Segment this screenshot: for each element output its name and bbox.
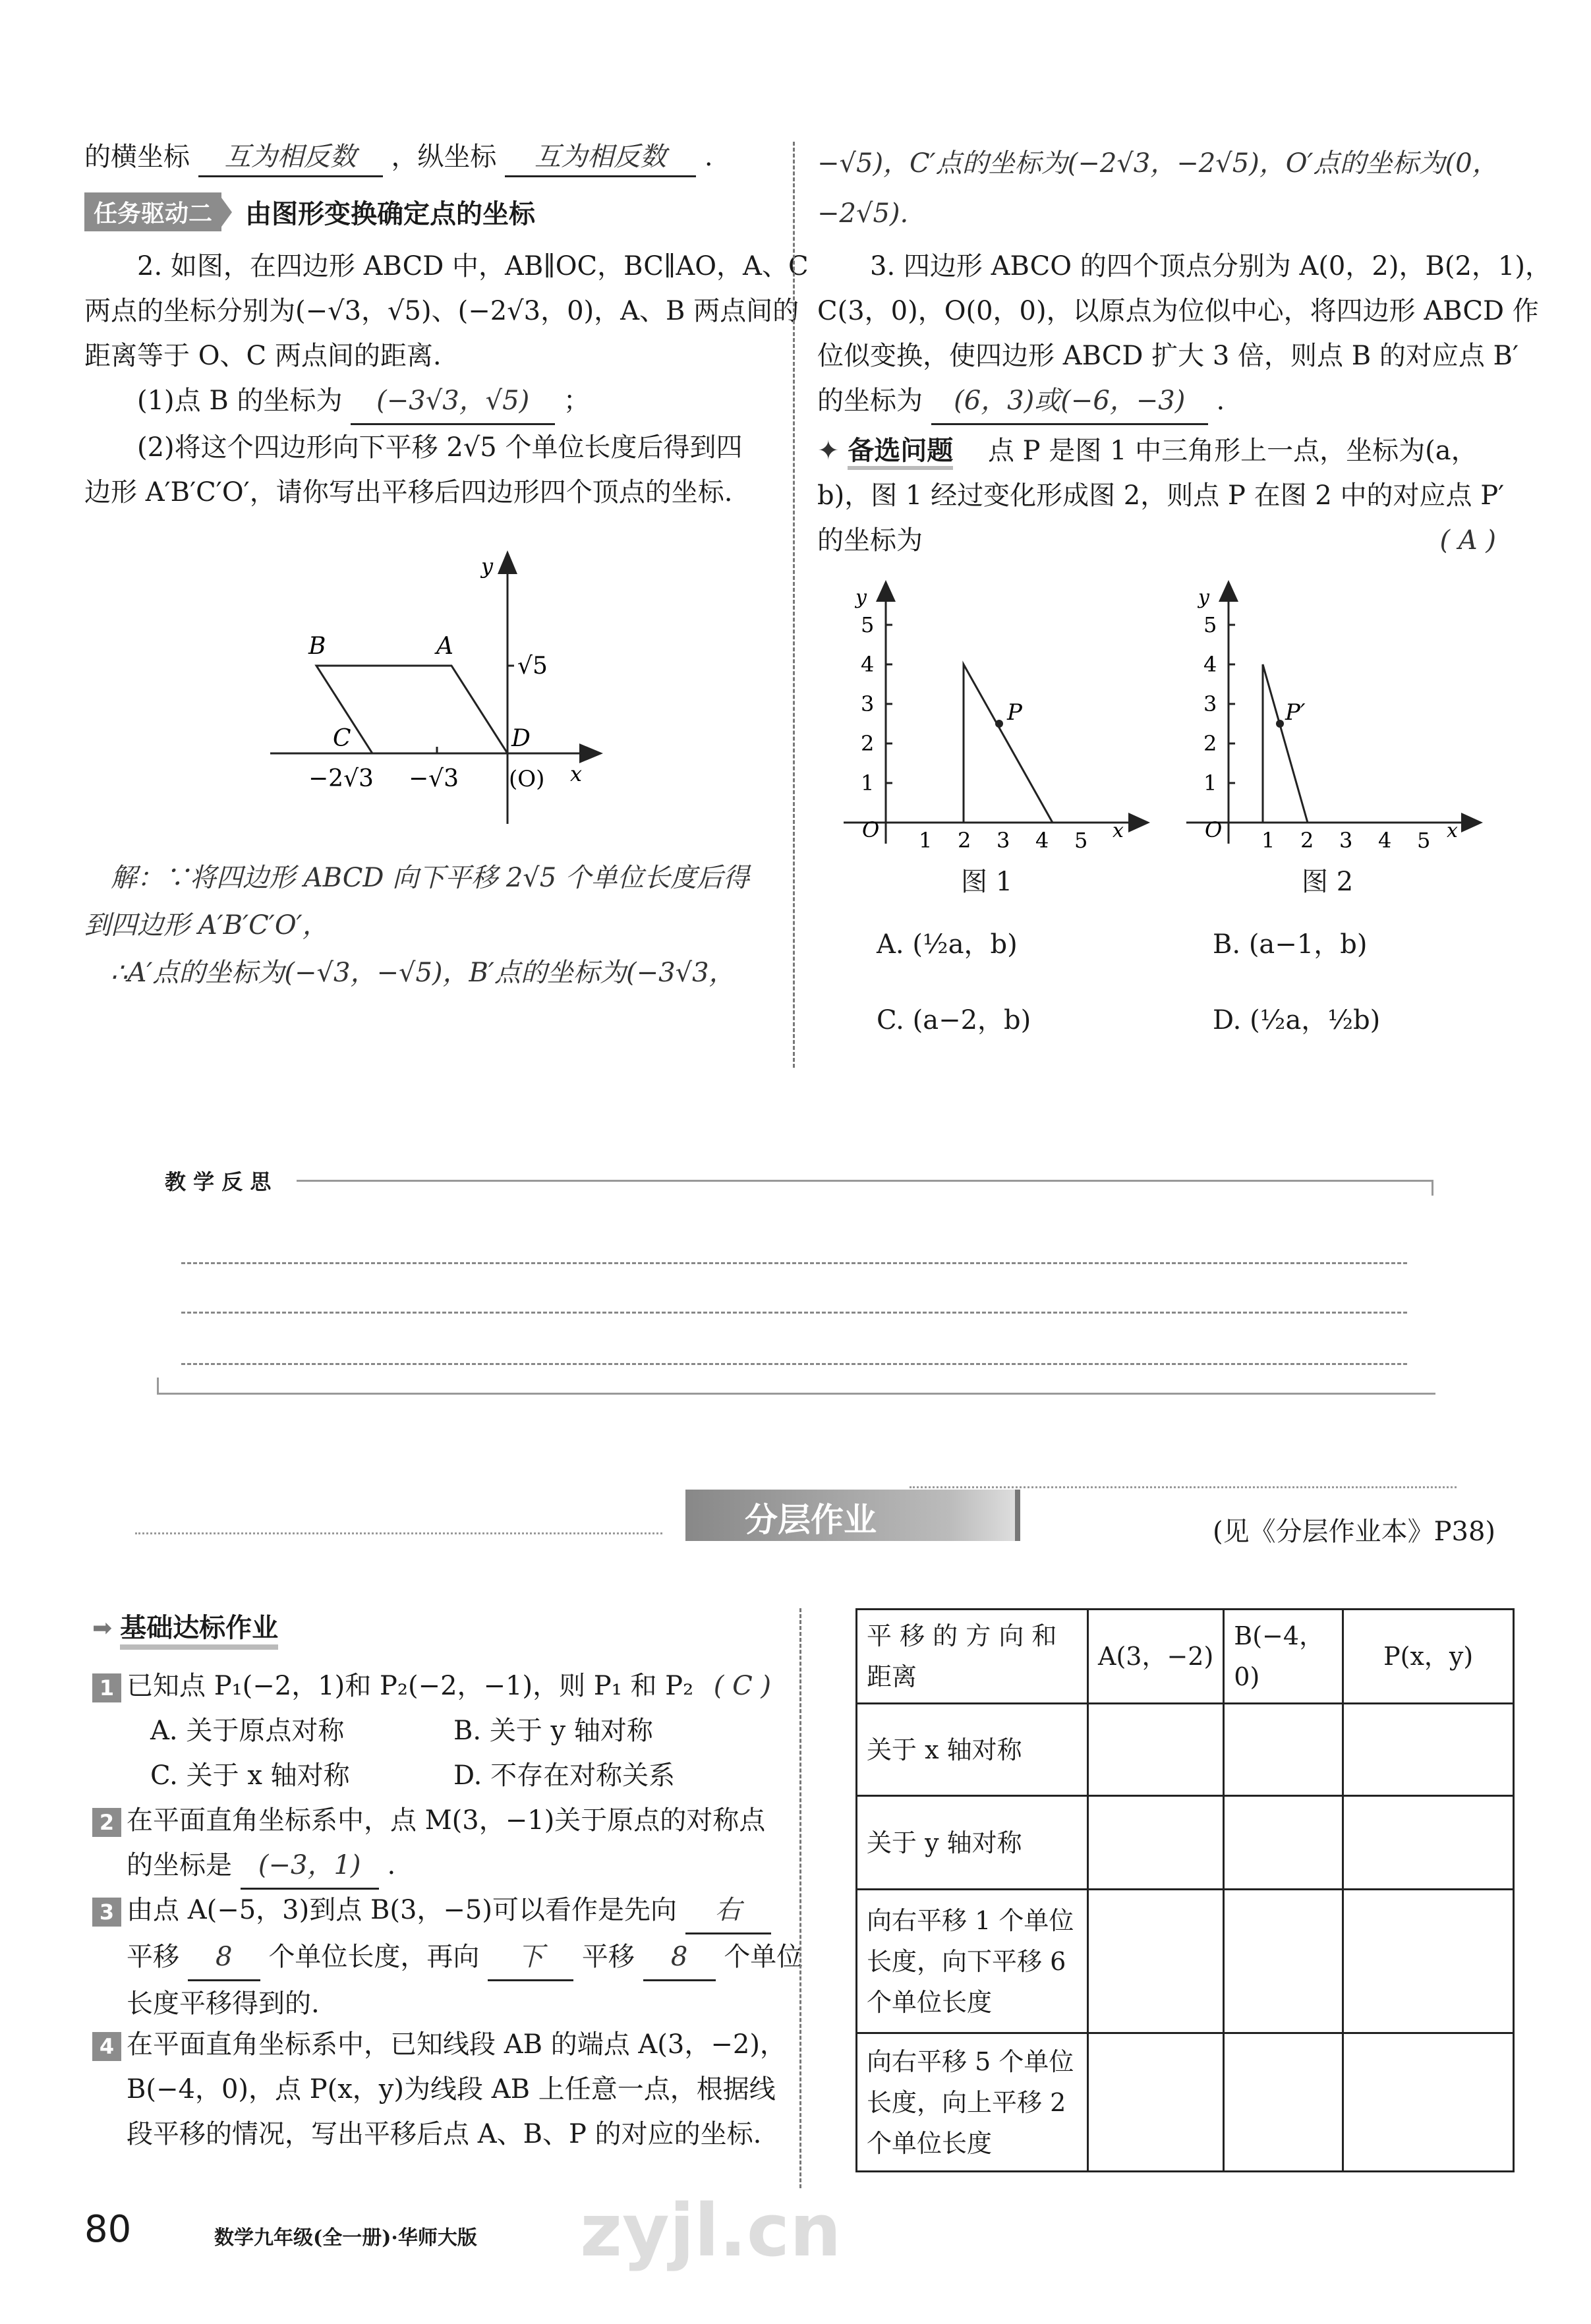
table-cell bbox=[1343, 2033, 1514, 2172]
y-label: y bbox=[1198, 586, 1209, 609]
answer-blank: 互为相反数 bbox=[505, 138, 696, 177]
figure-2 bbox=[1180, 580, 1483, 910]
label-p-prime: P′ bbox=[1285, 699, 1306, 726]
writing-line bbox=[181, 1262, 1407, 1264]
y-tick-label: 1 bbox=[1203, 770, 1217, 796]
y-tick-label: 2 bbox=[861, 731, 875, 756]
label-p: P bbox=[1007, 699, 1022, 726]
table-header: B(−4，0) bbox=[1224, 1610, 1343, 1704]
task-title: 由图形变换确定点的坐标 bbox=[245, 199, 536, 229]
optional-tag: 备选问题 bbox=[848, 436, 953, 470]
label-x: x bbox=[570, 761, 583, 786]
x-tick-label: 5 bbox=[1417, 828, 1431, 853]
triangle bbox=[964, 664, 1053, 823]
label-c: C bbox=[333, 725, 351, 752]
figure-1-caption: 图 1 bbox=[961, 867, 1013, 897]
answer-blank: (−3√3，√5) bbox=[351, 378, 555, 425]
y-tick-label: 4 bbox=[1203, 652, 1217, 677]
writing-line bbox=[181, 1363, 1407, 1365]
table-cell bbox=[1088, 1796, 1224, 1890]
answer-blank: 8 bbox=[643, 1934, 716, 1981]
book-title: 数学九年级(全一册)·华师大版 bbox=[214, 2226, 477, 2250]
column-divider bbox=[799, 1608, 801, 2188]
solution: 解：∵将四边形 ABCD 向下平移 2√5 个单位长度后得 到四边形 A′B′C′O′， ∴A′点的坐标为(−√3，−√5)，B′点的坐标为(−3√3， bbox=[84, 863, 749, 988]
triangle bbox=[1263, 664, 1308, 823]
answer-blank: 右 bbox=[685, 1888, 771, 1934]
y-tick-label: 1 bbox=[861, 770, 875, 796]
label-d: D bbox=[511, 725, 531, 752]
origin-label: O bbox=[862, 817, 880, 842]
question-2: 2. 如图，在四边形 ABCD 中，AB∥OC，BC∥AO，A、C 两点的坐标分别为(−√3，√5)、(−2√3，0)，A、B 两点间的 距离等于 O、C 两点间的距离. (1)点 B 的坐标为 (−3√3，√5) ； (2)将这个四边形向下平移 2√5 个单位长度后得到四 边形 A′B′C′O′，请你写出平移后四边形四个顶点的坐标. bbox=[84, 251, 809, 508]
basic-question-2: 2 在平面直角坐标系中，点 M(3，−1)关于原点的对称点 的坐标是 (−3，1) . bbox=[92, 1798, 765, 1890]
table-row-label: 关于 x 轴对称 bbox=[857, 1704, 1088, 1796]
table-cell bbox=[1088, 2033, 1224, 2172]
x-label: x bbox=[1447, 819, 1458, 842]
table-cell bbox=[1343, 1796, 1514, 1890]
star-icon: ✦ bbox=[817, 436, 840, 466]
table-row-label: 向右平移 5 个单位长度，向上平移 2 个单位长度 bbox=[857, 2033, 1088, 2172]
label-sqrt5: √5 bbox=[517, 653, 548, 680]
x-tick-label: 2 bbox=[958, 828, 971, 853]
option-d: D. (½a，½b) bbox=[1213, 1005, 1381, 1035]
answer-blank: 8 bbox=[188, 1934, 260, 1981]
option-a: A. (½a，b) bbox=[877, 929, 1018, 960]
arrow-icon: ➡ bbox=[92, 1615, 113, 1642]
x-tick-label: 5 bbox=[1074, 828, 1088, 853]
answer-blank: (6，3)或(−6，−3) bbox=[931, 378, 1208, 425]
answer-choice: ( A ) bbox=[1439, 525, 1496, 556]
task-tag: 任务驱动二 bbox=[84, 192, 221, 231]
basic-question-4: 4 在平面直角坐标系中，已知线段 AB 的端点 A(3，−2)， B(−4，0)，点 P(x，y)为线段 AB 上任意一点，根据线 段平移的情况，写出平移后点 A、B、P 的对应的坐标. bbox=[92, 2022, 786, 2157]
task-header bbox=[84, 192, 535, 231]
basic-question-3: 3 由点 A(−5，3)到点 B(3，−5)可以看作是先向 右 平移 8 个单位长度，再向 下 平移 8 个单位 长度平移得到的. bbox=[92, 1888, 803, 2026]
table-row-label: 关于 y 轴对称 bbox=[857, 1796, 1088, 1890]
label-b: B bbox=[308, 633, 326, 660]
table-cell bbox=[1224, 1704, 1343, 1796]
table-cell bbox=[1088, 1704, 1224, 1796]
basic-question-1: 1 已知点 P₁(−2，1)和 P₂(−2，−1)，则 P₁ 和 P₂ ( C ) A. 关于原点对称 B. 关于 y 轴对称 C. 关于 x 轴对称 D. 不存在对称关系 bbox=[92, 1664, 771, 1798]
figure-1 bbox=[837, 580, 1153, 910]
table-cell bbox=[1343, 1890, 1514, 2033]
answer-blank: 下 bbox=[488, 1934, 573, 1981]
watermark: zyjl.cn bbox=[580, 2188, 842, 2273]
table-row-label: 向右平移 1 个单位长度，向下平移 6 个单位长度 bbox=[857, 1890, 1088, 2033]
origin-label: O bbox=[1205, 817, 1223, 842]
y-tick-label: 4 bbox=[861, 652, 875, 677]
page-number: 80 bbox=[84, 2208, 132, 2251]
x-tick-label: 3 bbox=[997, 828, 1010, 853]
y-tick-label: 5 bbox=[1203, 612, 1217, 637]
answer-blank: (−3，1) bbox=[241, 1843, 379, 1890]
y-tick-label: 3 bbox=[1203, 691, 1217, 716]
answer-blank: 互为相反数 bbox=[198, 138, 383, 177]
label-o: (O) bbox=[509, 766, 545, 792]
label-a: A bbox=[436, 633, 453, 660]
reflection-top-rule bbox=[297, 1180, 1433, 1182]
x-tick-label: 1 bbox=[919, 828, 933, 853]
y-tick-label: 2 bbox=[1203, 731, 1217, 756]
column-divider bbox=[793, 142, 795, 1068]
y-tick-label: 5 bbox=[861, 612, 875, 637]
table-cell bbox=[1224, 2033, 1343, 2172]
x-tick-label: 1 bbox=[1261, 828, 1275, 853]
point-p bbox=[995, 720, 1003, 728]
basic-homework-header: ➡ 基础达标作业 bbox=[92, 1607, 278, 1650]
table-header: P(x，y) bbox=[1343, 1610, 1514, 1704]
table-cell bbox=[1224, 1890, 1343, 2033]
homework-banner: 分层作业 bbox=[685, 1490, 1020, 1541]
x-tick-label: 2 bbox=[1300, 828, 1314, 853]
writing-line bbox=[181, 1312, 1407, 1314]
point-p-prime bbox=[1276, 720, 1284, 728]
optional-question: ✦ 备选问题 点 P 是图 1 中三角形上一点，坐标为(a， b)，图 1 经过变化形成图 2，则点 P 在图 2 中的对应点 P′ 的坐标为 ( A ) bbox=[817, 428, 1504, 563]
label-minus-sqrt3: −√3 bbox=[409, 765, 459, 792]
label-minus-2sqrt3: −2√3 bbox=[308, 765, 374, 792]
tag-arrow-icon bbox=[221, 198, 232, 227]
q1-continued-line: 的横坐标 互为相反数 ，纵坐标 互为相反数 . bbox=[84, 138, 713, 177]
homework-reference: (见《分层作业本》P38) bbox=[1213, 1517, 1496, 1547]
table-cell bbox=[1224, 1796, 1343, 1890]
table-header: 平 移 的 方 向 和 距离 bbox=[857, 1610, 1088, 1704]
option-b: B. (a−1，b) bbox=[1213, 929, 1368, 960]
reflection-bottom-rule bbox=[157, 1393, 1435, 1395]
x-label: x bbox=[1113, 819, 1124, 842]
quadrilateral-figure bbox=[250, 547, 606, 837]
translation-table bbox=[855, 1608, 1515, 2172]
option-c: C. (a−2，b) bbox=[877, 1005, 1031, 1035]
table-cell bbox=[1343, 1704, 1514, 1796]
solution-continued: −√5)，C′点的坐标为(−2√3，−2√5)，O′点的坐标为(0， −2√5). bbox=[817, 148, 1499, 229]
table-cell bbox=[1088, 1890, 1224, 2033]
y-label: y bbox=[855, 586, 867, 609]
question-3: 3. 四边形 ABCO 的四个顶点分别为 A(0，2)，B(2，1)， C(3，0)，O(0，0)，以原点为位似中心，将四边形 ABCD 作 位似变换，使四边形 ABCD 扩大 3 倍，则点 B 的对应点 B′ 的坐标为 (6，3)或(−6，−3) . bbox=[817, 244, 1551, 425]
x-tick-label: 4 bbox=[1035, 828, 1049, 853]
y-tick-label: 3 bbox=[861, 691, 875, 716]
x-tick-label: 3 bbox=[1339, 828, 1353, 853]
label-y: y bbox=[481, 554, 494, 579]
x-tick-label: 4 bbox=[1378, 828, 1392, 853]
figure-2-caption: 图 2 bbox=[1302, 867, 1354, 897]
table-header: A(3，−2) bbox=[1088, 1610, 1224, 1704]
reflection-title: 教 学 反 思 bbox=[165, 1169, 272, 1194]
